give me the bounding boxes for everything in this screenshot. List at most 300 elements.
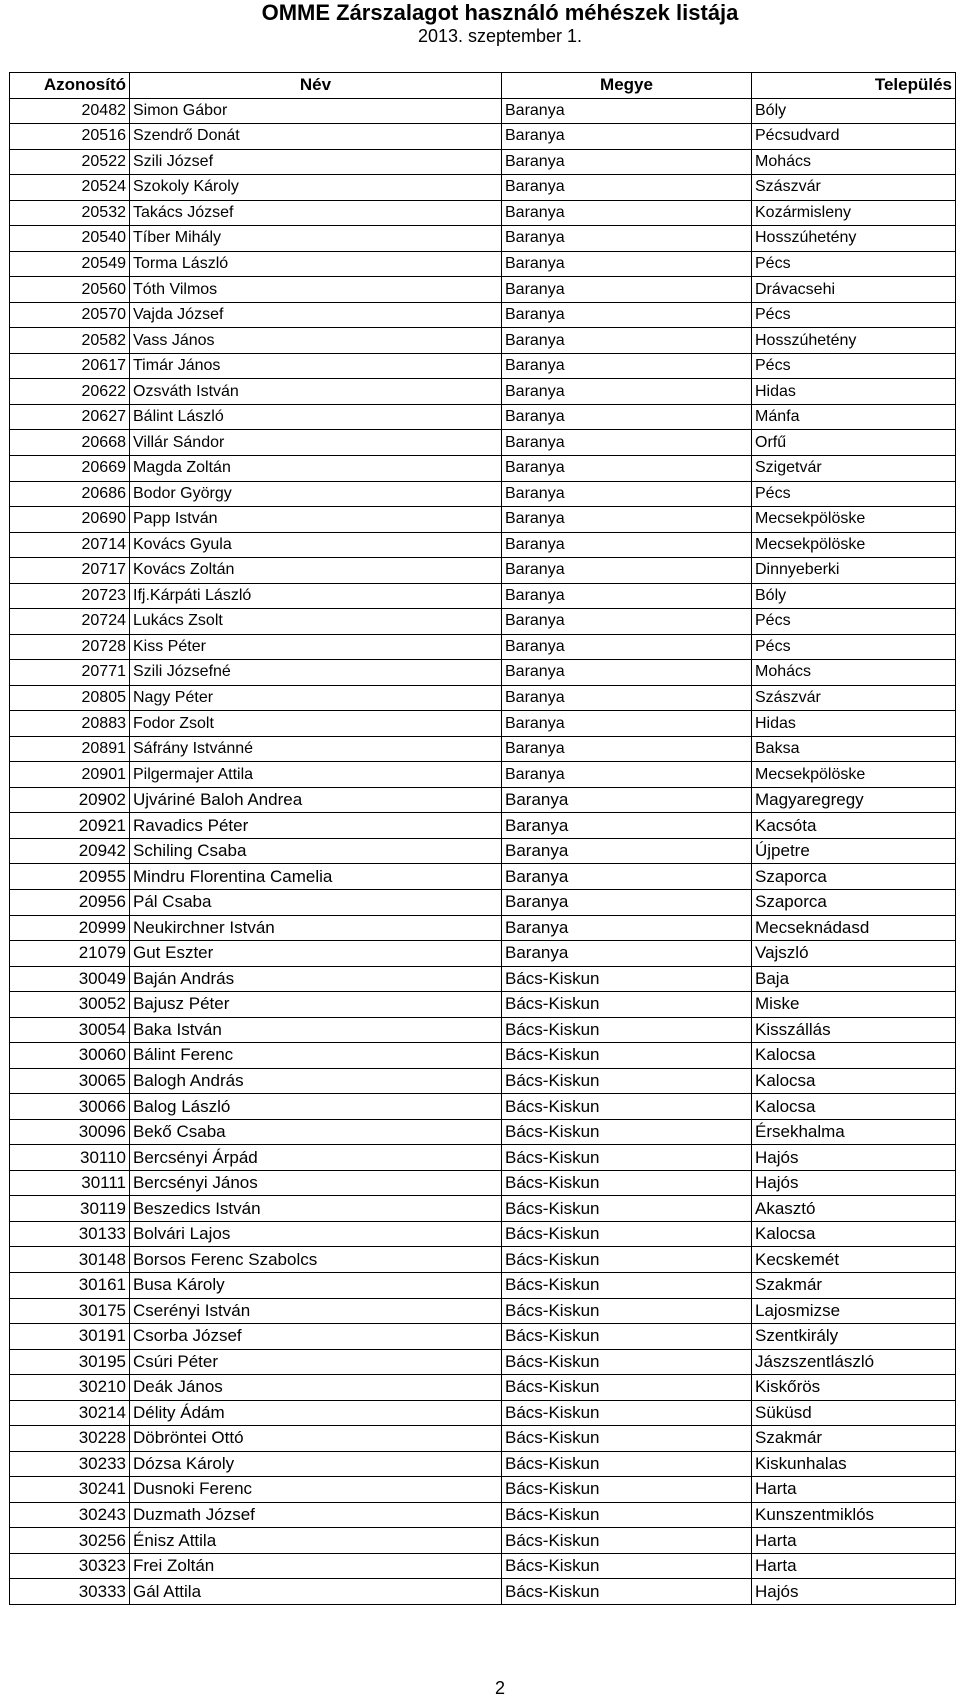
- cell-county: Bács-Kiskun: [502, 1426, 752, 1452]
- cell-id: 21079: [10, 941, 130, 967]
- table-header: [10, 73, 956, 99]
- document-title: OMME Zárszalagot használó méhészek listája: [261, 0, 739, 25]
- table-row: [10, 175, 956, 201]
- table-row: [10, 1426, 956, 1452]
- cell-town: Mohács: [752, 660, 956, 686]
- table-row: [10, 966, 956, 992]
- cell-name: Bálint Ferenc: [130, 1043, 502, 1069]
- cell-id: 20617: [10, 353, 130, 379]
- cell-name: Ravadics Péter: [130, 813, 502, 839]
- cell-town: Bóly: [752, 98, 956, 124]
- cell-name: Gál Attila: [130, 1579, 502, 1605]
- cell-town: Mecsekpölöske: [752, 507, 956, 533]
- table-row: [10, 864, 956, 890]
- cell-name: Deák János: [130, 1375, 502, 1401]
- table-row: [10, 1579, 956, 1605]
- cell-county: Bács-Kiskun: [502, 992, 752, 1018]
- cell-town: Hidas: [752, 379, 956, 405]
- cell-name: Fodor Zsolt: [130, 711, 502, 737]
- cell-name: Neukirchner István: [130, 915, 502, 941]
- cell-county: Baranya: [502, 379, 752, 405]
- cell-id: 20956: [10, 890, 130, 916]
- table-row: [10, 1221, 956, 1247]
- cell-id: 30233: [10, 1451, 130, 1477]
- cell-county: Bács-Kiskun: [502, 1221, 752, 1247]
- cell-county: Baranya: [502, 711, 752, 737]
- cell-town: Harta: [752, 1528, 956, 1554]
- table-row: [10, 507, 956, 533]
- table-row: [10, 404, 956, 430]
- cell-county: Baranya: [502, 864, 752, 890]
- cell-name: Vajda József: [130, 302, 502, 328]
- cell-name: Baka István: [130, 1017, 502, 1043]
- cell-town: Pécsudvard: [752, 124, 956, 150]
- cell-county: Baranya: [502, 583, 752, 609]
- cell-id: 30060: [10, 1043, 130, 1069]
- table-row: [10, 353, 956, 379]
- cell-id: 30049: [10, 966, 130, 992]
- table-row: [10, 379, 956, 405]
- cell-name: Kovács Gyula: [130, 532, 502, 558]
- table-row: [10, 328, 956, 354]
- cell-town: Pécs: [752, 353, 956, 379]
- cell-name: Tíber Mihály: [130, 226, 502, 252]
- cell-id: 20891: [10, 736, 130, 762]
- cell-id: 20883: [10, 711, 130, 737]
- cell-town: Hajós: [752, 1145, 956, 1171]
- table-row: [10, 762, 956, 788]
- cell-id: 20714: [10, 532, 130, 558]
- document-date: 2013. szeptember 1.: [417, 26, 583, 46]
- cell-id: 20999: [10, 915, 130, 941]
- cell-name: Kiss Péter: [130, 634, 502, 660]
- cell-id: 20482: [10, 98, 130, 124]
- cell-name: Dusnoki Ferenc: [130, 1477, 502, 1503]
- table-row: [10, 481, 956, 507]
- cell-county: Baranya: [502, 302, 752, 328]
- cell-town: Baksa: [752, 736, 956, 762]
- cell-town: Érsekhalma: [752, 1119, 956, 1145]
- cell-county: Baranya: [502, 609, 752, 635]
- table-row: [10, 1017, 956, 1043]
- cell-name: Bolvári Lajos: [130, 1221, 502, 1247]
- cell-name: Dózsa Károly: [130, 1451, 502, 1477]
- cell-id: 30191: [10, 1324, 130, 1350]
- cell-town: Kalocsa: [752, 1043, 956, 1069]
- cell-id: 20582: [10, 328, 130, 354]
- cell-name: Bercsényi János: [130, 1170, 502, 1196]
- cell-id: 20955: [10, 864, 130, 890]
- cell-town: Lajosmizse: [752, 1298, 956, 1324]
- cell-county: Bács-Kiskun: [502, 1196, 752, 1222]
- header-id: Azonosító: [10, 73, 130, 99]
- cell-county: Baranya: [502, 890, 752, 916]
- header-row: [10, 73, 956, 99]
- cell-id: 30175: [10, 1298, 130, 1324]
- table-row: [10, 1068, 956, 1094]
- cell-town: Szakmár: [752, 1272, 956, 1298]
- cell-name: Schiling Csaba: [130, 838, 502, 864]
- table-row: [10, 455, 956, 481]
- cell-county: Baranya: [502, 838, 752, 864]
- table-row: [10, 1477, 956, 1503]
- cell-name: Nagy Péter: [130, 685, 502, 711]
- table-row: [10, 1502, 956, 1528]
- cell-county: Bács-Kiskun: [502, 1324, 752, 1350]
- cell-name: Bercsényi Árpád: [130, 1145, 502, 1171]
- table-row: [10, 251, 956, 277]
- header-town: Település: [752, 73, 956, 99]
- cell-county: Baranya: [502, 762, 752, 788]
- table-row: [10, 1094, 956, 1120]
- table-row: [10, 98, 956, 124]
- cell-county: Bács-Kiskun: [502, 1298, 752, 1324]
- table-row: [10, 813, 956, 839]
- cell-county: Baranya: [502, 98, 752, 124]
- cell-id: 30066: [10, 1094, 130, 1120]
- cell-id: 30110: [10, 1145, 130, 1171]
- cell-town: Jászszentlászló: [752, 1349, 956, 1375]
- cell-name: Ifj.Kárpáti László: [130, 583, 502, 609]
- cell-town: Vajszló: [752, 941, 956, 967]
- table-row: [10, 1553, 956, 1579]
- cell-id: 30119: [10, 1196, 130, 1222]
- cell-town: Akasztó: [752, 1196, 956, 1222]
- cell-town: Hosszúhetény: [752, 328, 956, 354]
- cell-town: Szakmár: [752, 1426, 956, 1452]
- cell-county: Bács-Kiskun: [502, 1400, 752, 1426]
- cell-town: Hidas: [752, 711, 956, 737]
- cell-town: Hajós: [752, 1579, 956, 1605]
- cell-county: Baranya: [502, 634, 752, 660]
- cell-name: Döbröntei Ottó: [130, 1426, 502, 1452]
- cell-town: Szászvár: [752, 175, 956, 201]
- table-row: [10, 787, 956, 813]
- cell-name: Lukács Zsolt: [130, 609, 502, 635]
- header-name: Név: [130, 73, 502, 99]
- cell-id: 20805: [10, 685, 130, 711]
- cell-id: 20724: [10, 609, 130, 635]
- cell-id: 20627: [10, 404, 130, 430]
- cell-county: Bács-Kiskun: [502, 1502, 752, 1528]
- cell-name: Tóth Vilmos: [130, 277, 502, 303]
- cell-id: 20921: [10, 813, 130, 839]
- table-row: [10, 890, 956, 916]
- cell-name: Balog László: [130, 1094, 502, 1120]
- cell-town: Szaporca: [752, 890, 956, 916]
- cell-name: Baján András: [130, 966, 502, 992]
- cell-town: Pécs: [752, 251, 956, 277]
- cell-id: 20669: [10, 455, 130, 481]
- cell-name: Szili Józsefné: [130, 660, 502, 686]
- cell-id: 30243: [10, 1502, 130, 1528]
- cell-county: Bács-Kiskun: [502, 1451, 752, 1477]
- cell-county: Baranya: [502, 736, 752, 762]
- table-row: [10, 226, 956, 252]
- cell-id: 30054: [10, 1017, 130, 1043]
- cell-county: Baranya: [502, 226, 752, 252]
- cell-id: 30210: [10, 1375, 130, 1401]
- cell-id: 20771: [10, 660, 130, 686]
- cell-town: Szigetvár: [752, 455, 956, 481]
- cell-town: Magyaregregy: [752, 787, 956, 813]
- cell-town: Kiskőrös: [752, 1375, 956, 1401]
- cell-name: Villár Sándor: [130, 430, 502, 456]
- cell-id: 20690: [10, 507, 130, 533]
- cell-town: Szászvár: [752, 685, 956, 711]
- cell-id: 20522: [10, 149, 130, 175]
- cell-id: 30214: [10, 1400, 130, 1426]
- table-row: [10, 1298, 956, 1324]
- table-row: [10, 992, 956, 1018]
- cell-county: Baranya: [502, 175, 752, 201]
- cell-name: Papp István: [130, 507, 502, 533]
- cell-id: 30133: [10, 1221, 130, 1247]
- cell-town: Drávacsehi: [752, 277, 956, 303]
- cell-county: Baranya: [502, 532, 752, 558]
- cell-county: Baranya: [502, 787, 752, 813]
- table-row: [10, 532, 956, 558]
- cell-county: Bács-Kiskun: [502, 1349, 752, 1375]
- cell-town: Pécs: [752, 634, 956, 660]
- cell-id: 20717: [10, 558, 130, 584]
- cell-name: Vass János: [130, 328, 502, 354]
- cell-name: Ozsváth István: [130, 379, 502, 405]
- cell-town: Harta: [752, 1477, 956, 1503]
- cell-town: Kisszállás: [752, 1017, 956, 1043]
- table-row: [10, 634, 956, 660]
- cell-town: Dinnyeberki: [752, 558, 956, 584]
- table-row: [10, 1145, 956, 1171]
- cell-name: Mindru Florentina Camelia: [130, 864, 502, 890]
- beekeepers-table: [9, 72, 956, 1605]
- cell-town: Pécs: [752, 302, 956, 328]
- cell-id: 20622: [10, 379, 130, 405]
- cell-id: 20723: [10, 583, 130, 609]
- cell-county: Baranya: [502, 430, 752, 456]
- cell-id: 20532: [10, 200, 130, 226]
- cell-id: 20560: [10, 277, 130, 303]
- table-row: [10, 124, 956, 150]
- cell-town: Kalocsa: [752, 1068, 956, 1094]
- cell-id: 20524: [10, 175, 130, 201]
- cell-county: Baranya: [502, 328, 752, 354]
- table-row: [10, 1272, 956, 1298]
- cell-county: Baranya: [502, 507, 752, 533]
- table-row: [10, 1324, 956, 1350]
- cell-town: Kunszentmiklós: [752, 1502, 956, 1528]
- cell-county: Baranya: [502, 277, 752, 303]
- cell-name: Beszedics István: [130, 1196, 502, 1222]
- cell-town: Kiskunhalas: [752, 1451, 956, 1477]
- cell-town: Kecskemét: [752, 1247, 956, 1273]
- cell-name: Takács József: [130, 200, 502, 226]
- cell-name: Frei Zoltán: [130, 1553, 502, 1579]
- cell-town: Kalocsa: [752, 1094, 956, 1120]
- table-row: [10, 1375, 956, 1401]
- cell-id: 30228: [10, 1426, 130, 1452]
- cell-name: Kovács Zoltán: [130, 558, 502, 584]
- cell-county: Bács-Kiskun: [502, 1375, 752, 1401]
- cell-id: 20942: [10, 838, 130, 864]
- cell-town: Újpetre: [752, 838, 956, 864]
- cell-name: Bodor György: [130, 481, 502, 507]
- cell-id: 20902: [10, 787, 130, 813]
- table-row: [10, 736, 956, 762]
- cell-town: Orfű: [752, 430, 956, 456]
- cell-town: Hajós: [752, 1170, 956, 1196]
- cell-town: Kacsóta: [752, 813, 956, 839]
- cell-county: Baranya: [502, 124, 752, 150]
- cell-county: Bács-Kiskun: [502, 1272, 752, 1298]
- cell-name: Duzmath József: [130, 1502, 502, 1528]
- cell-county: Baranya: [502, 481, 752, 507]
- cell-id: 20516: [10, 124, 130, 150]
- cell-county: Bács-Kiskun: [502, 1094, 752, 1120]
- table-row: [10, 1170, 956, 1196]
- cell-name: Borsos Ferenc Szabolcs: [130, 1247, 502, 1273]
- cell-county: Baranya: [502, 941, 752, 967]
- cell-town: Süküsd: [752, 1400, 956, 1426]
- table-row: [10, 660, 956, 686]
- table-row: [10, 609, 956, 635]
- cell-id: 30161: [10, 1272, 130, 1298]
- cell-id: 20686: [10, 481, 130, 507]
- cell-town: Mecsekpölöske: [752, 532, 956, 558]
- page-number: 2: [494, 1678, 505, 1698]
- cell-id: 20570: [10, 302, 130, 328]
- cell-town: Szaporca: [752, 864, 956, 890]
- cell-town: Pécs: [752, 609, 956, 635]
- cell-id: 30052: [10, 992, 130, 1018]
- cell-county: Baranya: [502, 558, 752, 584]
- table-body: [10, 98, 956, 1604]
- cell-county: Baranya: [502, 660, 752, 686]
- cell-town: Pécs: [752, 481, 956, 507]
- cell-id: 20668: [10, 430, 130, 456]
- cell-id: 30065: [10, 1068, 130, 1094]
- table-row: [10, 558, 956, 584]
- cell-county: Bács-Kiskun: [502, 1528, 752, 1554]
- cell-county: Bács-Kiskun: [502, 1579, 752, 1605]
- table-row: [10, 277, 956, 303]
- table-row: [10, 1043, 956, 1069]
- cell-town: Mánfa: [752, 404, 956, 430]
- cell-name: Szendrő Donát: [130, 124, 502, 150]
- cell-county: Baranya: [502, 455, 752, 481]
- cell-name: Énisz Attila: [130, 1528, 502, 1554]
- cell-name: Délity Ádám: [130, 1400, 502, 1426]
- cell-town: Miske: [752, 992, 956, 1018]
- cell-county: Bács-Kiskun: [502, 1017, 752, 1043]
- cell-name: Timár János: [130, 353, 502, 379]
- table-row: [10, 1400, 956, 1426]
- cell-town: Szentkirály: [752, 1324, 956, 1350]
- cell-town: Kalocsa: [752, 1221, 956, 1247]
- cell-county: Bács-Kiskun: [502, 1068, 752, 1094]
- table-row: [10, 1119, 956, 1145]
- cell-id: 30148: [10, 1247, 130, 1273]
- cell-name: Pilgermajer Attila: [130, 762, 502, 788]
- cell-name: Szokoly Károly: [130, 175, 502, 201]
- table-row: [10, 1247, 956, 1273]
- cell-id: 30256: [10, 1528, 130, 1554]
- cell-town: Mecseknádasd: [752, 915, 956, 941]
- cell-county: Baranya: [502, 404, 752, 430]
- cell-county: Bács-Kiskun: [502, 1170, 752, 1196]
- table-row: [10, 200, 956, 226]
- table-row: [10, 915, 956, 941]
- table-row: [10, 149, 956, 175]
- cell-name: Ujváriné Baloh Andrea: [130, 787, 502, 813]
- table-row: [10, 685, 956, 711]
- cell-id: 30111: [10, 1170, 130, 1196]
- cell-county: Bács-Kiskun: [502, 1119, 752, 1145]
- cell-county: Baranya: [502, 813, 752, 839]
- cell-town: Bóly: [752, 583, 956, 609]
- cell-id: 30323: [10, 1553, 130, 1579]
- cell-id: 20901: [10, 762, 130, 788]
- cell-name: Bajusz Péter: [130, 992, 502, 1018]
- cell-county: Baranya: [502, 915, 752, 941]
- table-row: [10, 430, 956, 456]
- cell-town: Kozármisleny: [752, 200, 956, 226]
- cell-county: Bács-Kiskun: [502, 1247, 752, 1273]
- cell-id: 20549: [10, 251, 130, 277]
- cell-county: Baranya: [502, 251, 752, 277]
- cell-name: Sáfrány Istvánné: [130, 736, 502, 762]
- cell-name: Szili József: [130, 149, 502, 175]
- header-county: Megye: [502, 73, 752, 99]
- cell-town: Hosszúhetény: [752, 226, 956, 252]
- table-row: [10, 711, 956, 737]
- cell-id: 30195: [10, 1349, 130, 1375]
- cell-county: Bács-Kiskun: [502, 1043, 752, 1069]
- cell-name: Bekő Csaba: [130, 1119, 502, 1145]
- cell-name: Csúri Péter: [130, 1349, 502, 1375]
- table-row: [10, 838, 956, 864]
- cell-name: Torma László: [130, 251, 502, 277]
- table-row: [10, 1349, 956, 1375]
- cell-town: Mohács: [752, 149, 956, 175]
- cell-name: Balogh András: [130, 1068, 502, 1094]
- cell-county: Bács-Kiskun: [502, 1553, 752, 1579]
- cell-town: Baja: [752, 966, 956, 992]
- cell-county: Bács-Kiskun: [502, 1145, 752, 1171]
- cell-id: 30241: [10, 1477, 130, 1503]
- table-row: [10, 302, 956, 328]
- cell-town: Harta: [752, 1553, 956, 1579]
- cell-name: Bálint László: [130, 404, 502, 430]
- cell-name: Pál Csaba: [130, 890, 502, 916]
- table-row: [10, 941, 956, 967]
- cell-town: Mecsekpölöske: [752, 762, 956, 788]
- cell-id: 30333: [10, 1579, 130, 1605]
- cell-county: Bács-Kiskun: [502, 1477, 752, 1503]
- cell-county: Baranya: [502, 200, 752, 226]
- cell-name: Magda Zoltán: [130, 455, 502, 481]
- cell-county: Bács-Kiskun: [502, 966, 752, 992]
- cell-county: Baranya: [502, 685, 752, 711]
- cell-name: Csorba József: [130, 1324, 502, 1350]
- table-row: [10, 1528, 956, 1554]
- table-row: [10, 583, 956, 609]
- cell-id: 20728: [10, 634, 130, 660]
- cell-id: 30096: [10, 1119, 130, 1145]
- cell-id: 20540: [10, 226, 130, 252]
- cell-name: Cserényi István: [130, 1298, 502, 1324]
- table-row: [10, 1451, 956, 1477]
